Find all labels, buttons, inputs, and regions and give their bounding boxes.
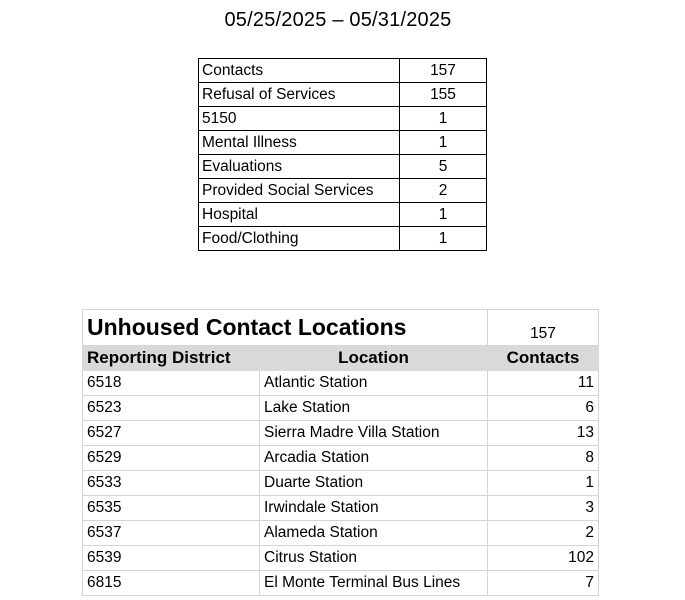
locations-table: [82, 309, 599, 596]
table-row: [83, 446, 599, 471]
contacts-cell: 6: [488, 396, 599, 421]
contacts-cell: 3: [488, 496, 599, 521]
table-row: [199, 155, 487, 179]
date-range-title: 05/25/2025 – 05/31/2025: [224, 9, 452, 31]
summary-value: 157: [400, 59, 487, 83]
district-cell: 6533: [83, 471, 260, 496]
table-row: [83, 421, 599, 446]
location-cell: Citrus Station: [260, 546, 488, 571]
contacts-cell: 2: [488, 521, 599, 546]
district-cell: 6539: [83, 546, 260, 571]
summary-label: Hospital: [199, 203, 400, 227]
summary-value: 1: [400, 203, 487, 227]
locations-title-row: [83, 310, 599, 346]
column-header-district: Reporting District: [83, 346, 260, 371]
table-row: [199, 107, 487, 131]
contacts-cell: 13: [488, 421, 599, 446]
table-row: [83, 496, 599, 521]
contacts-cell: 11: [488, 371, 599, 396]
summary-value: 5: [400, 155, 487, 179]
district-cell: 6529: [83, 446, 260, 471]
summary-label: 5150: [199, 107, 400, 131]
summary-label: Provided Social Services: [199, 179, 400, 203]
table-row: [199, 59, 487, 83]
location-cell: Duarte Station: [260, 471, 488, 496]
contacts-cell: 1: [488, 471, 599, 496]
district-cell: 6535: [83, 496, 260, 521]
contacts-cell: 102: [488, 546, 599, 571]
district-cell: 6523: [83, 396, 260, 421]
table-row: [199, 227, 487, 251]
location-cell: El Monte Terminal Bus Lines: [260, 571, 488, 596]
table-row: [199, 203, 487, 227]
summary-label: Refusal of Services: [199, 83, 400, 107]
location-cell: Lake Station: [260, 396, 488, 421]
summary-value: 2: [400, 179, 487, 203]
table-row: [199, 131, 487, 155]
column-header-contacts: Contacts: [488, 346, 599, 371]
summary-label: Food/Clothing: [199, 227, 400, 251]
summary-value: 155: [400, 83, 487, 107]
table-row: [199, 83, 487, 107]
table-row: [83, 521, 599, 546]
locations-header-row: [83, 346, 599, 371]
table-row: [83, 396, 599, 421]
table-row: [83, 546, 599, 571]
table-row: [83, 471, 599, 496]
location-cell: Atlantic Station: [260, 371, 488, 396]
district-cell: 6537: [83, 521, 260, 546]
location-cell: Arcadia Station: [260, 446, 488, 471]
contacts-cell: 8: [488, 446, 599, 471]
summary-label: Evaluations: [199, 155, 400, 179]
locations-title: Unhoused Contact Locations: [83, 310, 488, 346]
table-row: [199, 179, 487, 203]
table-row: [83, 571, 599, 596]
location-cell: Alameda Station: [260, 521, 488, 546]
district-cell: 6815: [83, 571, 260, 596]
district-cell: 6527: [83, 421, 260, 446]
summary-value: 1: [400, 227, 487, 251]
locations-total: 157: [488, 310, 599, 346]
summary-table: [198, 58, 487, 251]
column-header-location: Location: [260, 346, 488, 371]
location-cell: Sierra Madre Villa Station: [260, 421, 488, 446]
summary-label: Contacts: [199, 59, 400, 83]
district-cell: 6518: [83, 371, 260, 396]
summary-label: Mental Illness: [199, 131, 400, 155]
contacts-cell: 7: [488, 571, 599, 596]
summary-value: 1: [400, 107, 487, 131]
location-cell: Irwindale Station: [260, 496, 488, 521]
table-row: [83, 371, 599, 396]
summary-value: 1: [400, 131, 487, 155]
